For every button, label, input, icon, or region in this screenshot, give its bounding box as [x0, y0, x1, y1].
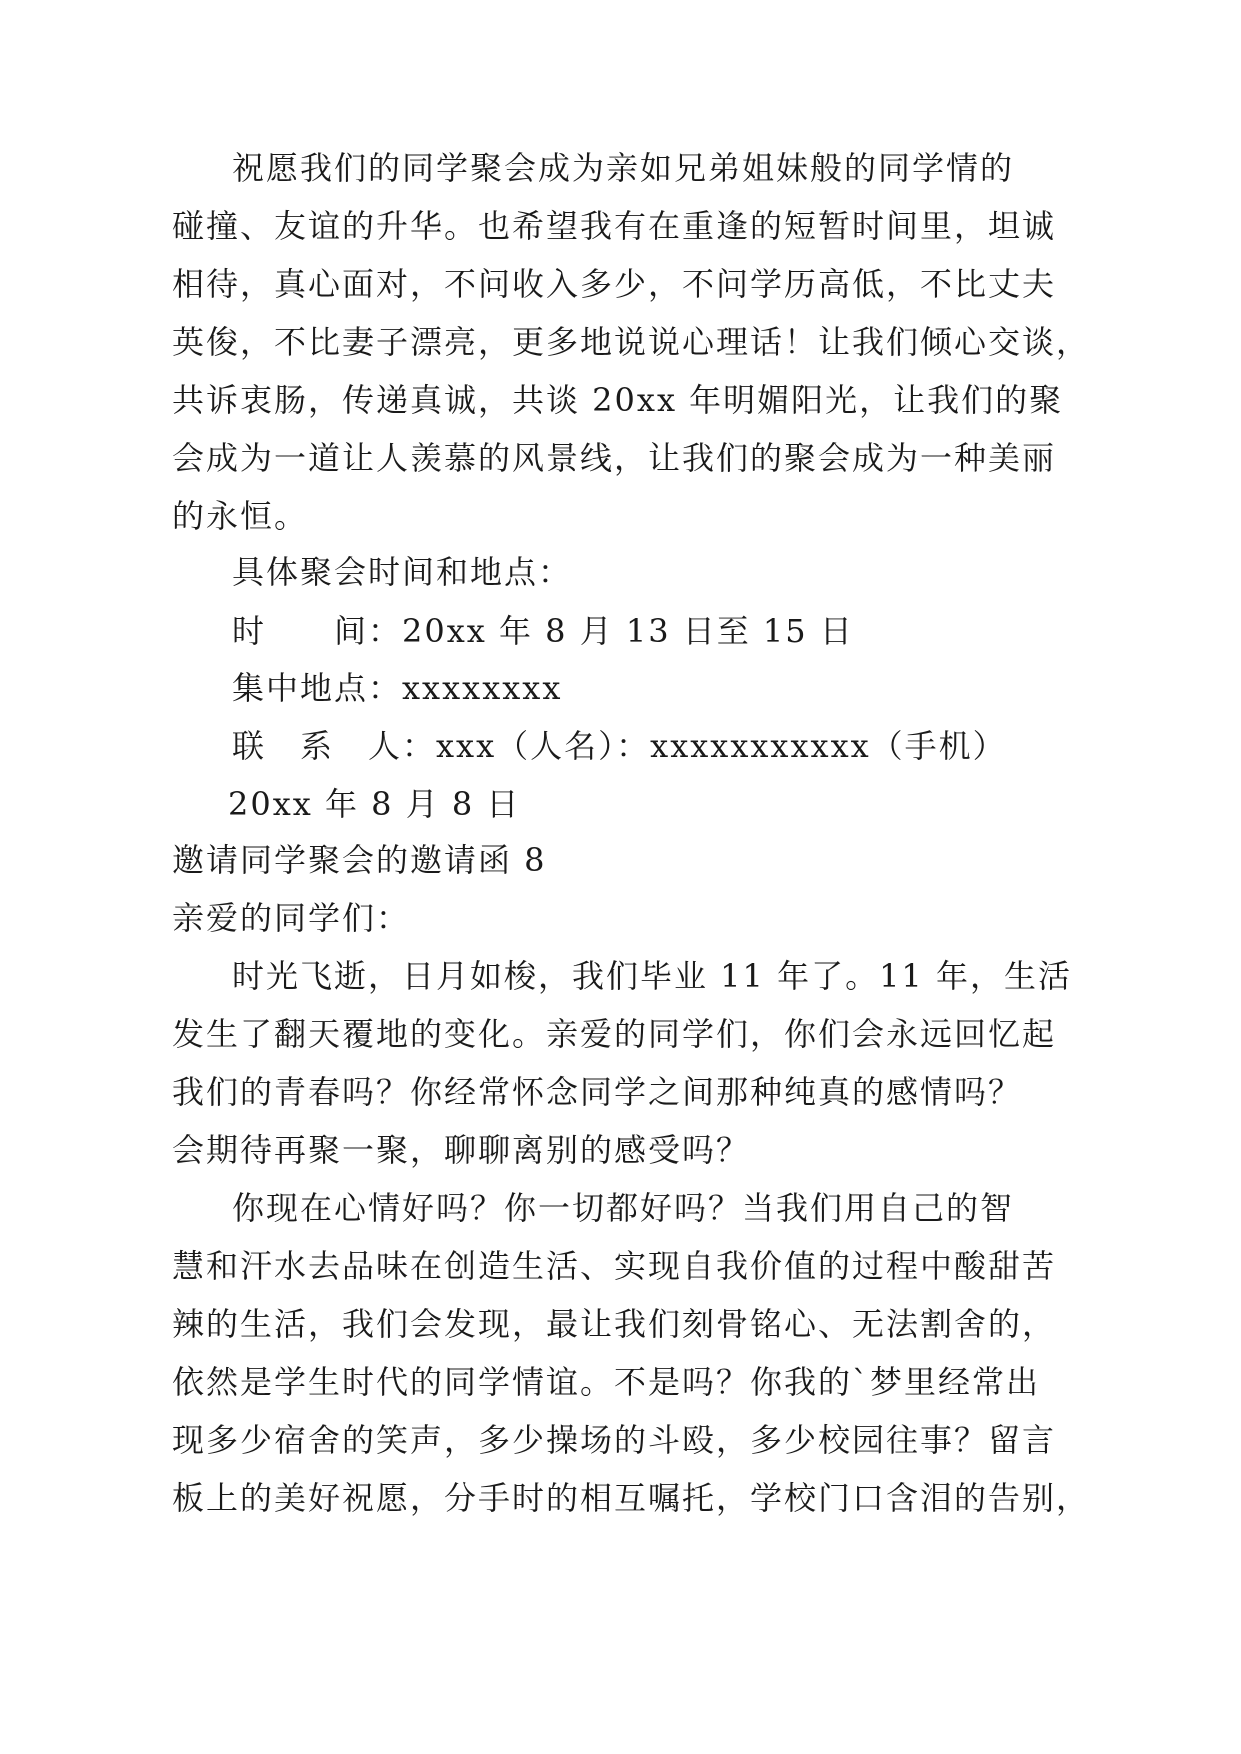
section-title: 邀请同学聚会的邀请函 8	[172, 841, 547, 879]
text-line: 会期待再聚一聚，聊聊离别的感受吗？	[172, 1131, 751, 1169]
text-line: 祝愿我们的同学聚会成为亲如兄弟姐妹般的同学情的	[232, 149, 1015, 187]
text-line: 时光飞逝，日月如梭，我们毕业 11 年了。11 年，生活	[232, 957, 1072, 995]
text-line: 你现在心情好吗？你一切都好吗？当我们用自己的智	[232, 1189, 1015, 1227]
text-line: 现多少宿舍的笑声，多少操场的斗殴，多少校园往事？留言	[172, 1421, 1057, 1459]
text-line: 发生了翻天覆地的变化。亲爱的同学们，你们会永远回忆起	[172, 1015, 1057, 1053]
details-date: 20xx 年 8 月 8 日	[228, 785, 521, 823]
details-place: 集中地点：xxxxxxxx	[232, 669, 563, 707]
text-line: 碰撞、友谊的升华。也希望我有在重逢的短暂时间里，坦诚	[172, 207, 1057, 245]
text-line: 依然是学生时代的同学情谊。不是吗？你我的`梦里经常出	[172, 1363, 1041, 1401]
text-line: 共诉衷肠，传递真诚，共谈 20xx 年明媚阳光，让我们的聚	[172, 381, 1064, 419]
text-line: 我们的青春吗？你经常怀念同学之间那种纯真的感情吗？	[172, 1073, 1023, 1111]
details-time: 时 间：20xx 年 8 月 13 日至 15 日	[232, 612, 854, 650]
text-line: 英俊，不比妻子漂亮，更多地说说心理话！让我们倾心交谈，	[172, 323, 1091, 361]
text-line: 慧和汗水去品味在创造生活、实现自我价值的过程中酸甜苦	[172, 1247, 1057, 1285]
text-line: 板上的美好祝愿，分手时的相互嘱托，学校门口含泪的告别，	[172, 1479, 1091, 1517]
details-contact: 联 系 人：xxx（人名）：xxxxxxxxxxx（手机）	[232, 727, 1007, 765]
details-heading: 具体聚会时间和地点：	[232, 553, 573, 591]
text-line: 的永恒。	[172, 497, 309, 535]
greeting: 亲爱的同学们：	[172, 899, 411, 937]
text-line: 辣的生活，我们会发现，最让我们刻骨铭心、无法割舍的，	[172, 1305, 1057, 1343]
text-line: 相待，真心面对，不问收入多少，不问学历高低，不比丈夫	[172, 265, 1057, 303]
text-line: 会成为一道让人羡慕的风景线，让我们的聚会成为一种美丽	[172, 439, 1057, 477]
